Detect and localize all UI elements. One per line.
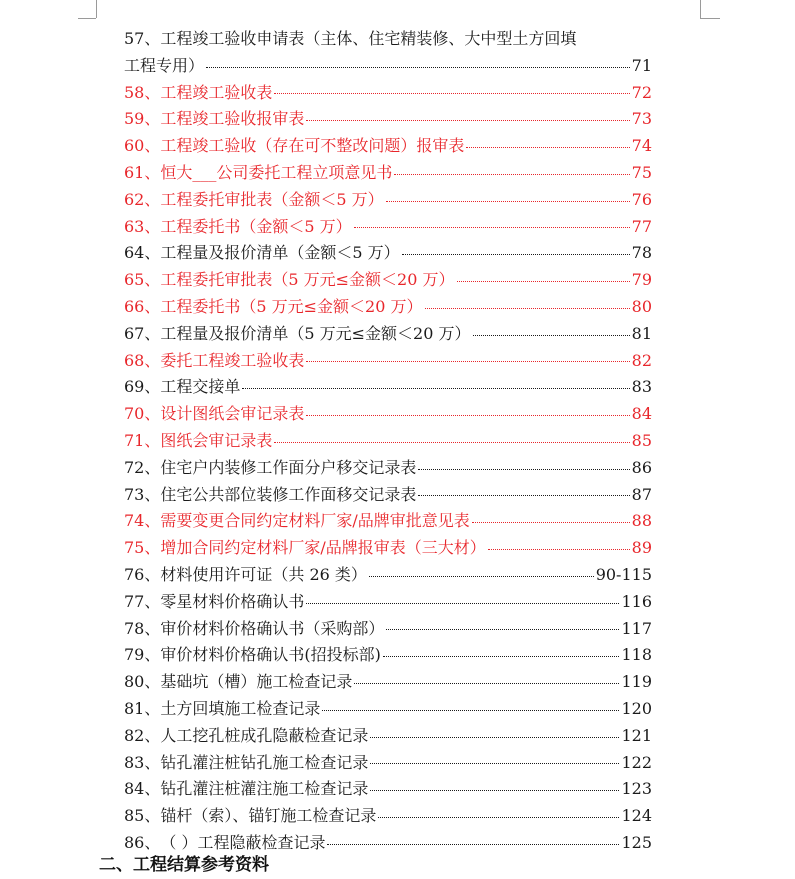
- toc-entry-page: 89: [631, 538, 652, 558]
- toc-entry-page: 117: [621, 618, 652, 638]
- toc-entry-title: 图纸会审记录表: [160, 430, 273, 450]
- toc-entry[interactable]: [124, 803, 652, 830]
- toc-leader-dots: [242, 388, 629, 389]
- toc-entry-title: 锚杆（索）、锚钉施工检查记录: [160, 806, 377, 826]
- toc-leader-dots: [383, 656, 620, 657]
- toc-entry-number: 71、: [124, 430, 161, 450]
- toc-entry[interactable]: [124, 401, 652, 428]
- toc-entry-page: 86: [631, 457, 652, 477]
- toc-leader-dots: [369, 576, 594, 577]
- toc-leader-dots: [457, 281, 630, 282]
- toc-entry-number: 57、: [124, 29, 161, 48]
- toc-entry[interactable]: [124, 374, 652, 401]
- toc-entry-number: 64、: [124, 243, 161, 263]
- toc-entry-title: 工程竣工验收申请表（主体、住宅精装修、大中型土方回填: [160, 29, 577, 48]
- toc-entry[interactable]: [124, 508, 652, 535]
- toc-entry[interactable]: [124, 106, 652, 133]
- crop-mark-top-left-horizontal: [78, 18, 96, 19]
- toc-entry-page: 90-115: [595, 564, 652, 584]
- toc-entry[interactable]: [124, 535, 652, 562]
- toc-entry-title: 审价材料价格确认书（采购部）: [160, 618, 385, 638]
- toc-entry-page: 80: [631, 296, 652, 316]
- toc-entry-page: 82: [631, 350, 652, 370]
- toc-entry-title: 设计图纸会审记录表: [160, 404, 305, 424]
- crop-mark-top-left-vertical: [96, 0, 97, 18]
- toc-entry-page: 122: [621, 752, 652, 772]
- toc-entry-number: 76、: [124, 564, 161, 584]
- toc-entry-title: 增加合同约定材料厂家/品牌报审表（三大材）: [160, 538, 486, 558]
- toc-entry-title: 工程委托审批表（5 万元≤金额＜20 万）: [160, 270, 455, 290]
- toc-entry-title: 审价材料价格确认书(招投标部): [160, 645, 381, 665]
- table-of-contents: [124, 26, 652, 857]
- toc-entry-number: 85、: [124, 806, 161, 826]
- toc-entry-page: 123: [621, 779, 652, 799]
- toc-entry-page: 83: [631, 377, 652, 397]
- toc-leader-dots: [386, 629, 619, 630]
- toc-entry-number: 58、: [124, 82, 161, 102]
- toc-leader-dots: [306, 120, 629, 121]
- toc-leader-dots: [274, 93, 629, 94]
- toc-entry-page: 75: [631, 162, 652, 182]
- toc-entry-number: 69、: [124, 377, 161, 397]
- toc-leader-dots: [370, 737, 619, 738]
- toc-entry-page: 88: [631, 511, 652, 531]
- toc-entry-page: 84: [631, 404, 652, 424]
- toc-entry-number: 66、: [124, 296, 161, 316]
- toc-leader-dots: [306, 415, 629, 416]
- toc-entry-number: 81、: [124, 698, 161, 718]
- toc-entry-title: 委托工程竣工验收表: [160, 350, 305, 370]
- toc-entry-number: 68、: [124, 350, 161, 370]
- toc-entry-page: 72: [631, 82, 652, 102]
- toc-entry-page: 124: [621, 806, 652, 826]
- toc-entry-title: 土方回填施工检查记录: [160, 698, 321, 718]
- toc-entry[interactable]: [124, 616, 652, 643]
- toc-entry-page: 77: [631, 216, 652, 236]
- toc-entry-number: 84、: [124, 779, 161, 799]
- toc-entry-title: 材料使用许可证（共 26 类）: [160, 564, 367, 584]
- toc-leader-dots: [378, 817, 619, 818]
- toc-entry-page: 73: [631, 109, 652, 129]
- toc-entry-title: 工程竣工验收表: [160, 82, 273, 102]
- toc-entry-page: 78: [631, 243, 652, 263]
- toc-entry[interactable]: [124, 214, 652, 241]
- toc-entry[interactable]: [124, 294, 652, 321]
- toc-leader-dots: [418, 469, 629, 470]
- toc-leader-dots: [473, 335, 630, 336]
- toc-entry-number: 78、: [124, 618, 161, 638]
- toc-entry-number: 83、: [124, 752, 161, 772]
- toc-entry[interactable]: [124, 321, 652, 348]
- toc-entry-number: 86、: [124, 832, 161, 852]
- toc-entry-title: 工程竣工验收（存在可不整改问题）报审表: [160, 136, 465, 156]
- toc-entry[interactable]: [124, 669, 652, 696]
- toc-entry-title: 钻孔灌注桩钻孔施工检查记录: [160, 752, 369, 772]
- toc-entry-number: 61、: [124, 162, 161, 182]
- toc-entry[interactable]: [124, 348, 652, 375]
- toc-leader-dots: [354, 227, 630, 228]
- toc-leader-dots: [472, 522, 630, 523]
- toc-entry-title: 工程量及报价清单（5 万元≤金额＜20 万）: [160, 323, 471, 343]
- toc-entry-title: 工程委托书（5 万元≤金额＜20 万）: [160, 296, 423, 316]
- toc-entry-title: 人工挖孔桩成孔隐蔽检查记录: [160, 725, 369, 745]
- toc-entry-title: 零星材料价格确认书: [160, 591, 305, 611]
- toc-entry-page: 74: [631, 136, 652, 156]
- toc-entry-title: 住宅公共部位装修工作面移交记录表: [160, 484, 417, 504]
- toc-entry-number: 75、: [124, 538, 161, 558]
- toc-entry[interactable]: [124, 482, 652, 509]
- toc-entry-title: 工程交接单: [160, 377, 241, 397]
- toc-entry-page: 87: [631, 484, 652, 504]
- toc-leader-dots: [418, 495, 629, 496]
- toc-entry-title: 恒大___公司委托工程立项意见书: [160, 162, 393, 182]
- toc-entry-number: 77、: [124, 591, 161, 611]
- toc-entry-page: 85: [631, 430, 652, 450]
- toc-entry[interactable]: [124, 187, 652, 214]
- toc-entry[interactable]: [124, 267, 652, 294]
- toc-entry-number: 70、: [124, 404, 161, 424]
- toc-entry[interactable]: [124, 696, 652, 723]
- toc-leader-dots: [370, 763, 619, 764]
- toc-entry[interactable]: [124, 428, 652, 455]
- toc-entry-number: 80、: [124, 672, 161, 692]
- toc-entry-number: 63、: [124, 216, 161, 236]
- toc-entry-page: 71: [631, 55, 652, 75]
- toc-entry-title: 工程量及报价清单（金额＜5 万）: [160, 243, 400, 263]
- toc-entry[interactable]: [124, 562, 652, 589]
- toc-entry[interactable]: [124, 160, 652, 187]
- toc-entry[interactable]: [124, 723, 652, 750]
- toc-leader-dots: [466, 147, 629, 148]
- toc-entry-page: 120: [621, 698, 652, 718]
- toc-leader-dots: [274, 442, 629, 443]
- toc-leader-dots: [354, 683, 619, 684]
- section-heading: 二、工程结算参考资料: [99, 855, 269, 875]
- toc-entry-number: 59、: [124, 109, 161, 129]
- toc-leader-dots: [370, 790, 619, 791]
- toc-entry-title: 基础坑（槽）施工检查记录: [160, 672, 353, 692]
- toc-entry-number: 72、: [124, 457, 161, 477]
- toc-entry-title: （ ）工程隐蔽检查记录: [160, 832, 326, 852]
- toc-entry-page: 119: [621, 672, 652, 692]
- toc-leader-dots: [322, 710, 619, 711]
- toc-entry-title: 工程委托书（金额＜5 万）: [160, 216, 352, 236]
- toc-entry[interactable]: [124, 776, 652, 803]
- toc-leader-dots: [386, 201, 630, 202]
- toc-entry[interactable]: [124, 589, 652, 616]
- toc-entry-title: 住宅户内装修工作面分户移交记录表: [160, 457, 417, 477]
- toc-entry-page: 76: [631, 189, 652, 209]
- toc-leader-dots: [402, 254, 630, 255]
- toc-entry-title: 工程委托审批表（金额＜5 万）: [160, 189, 384, 209]
- toc-entry-number: 82、: [124, 725, 161, 745]
- toc-leader-dots: [425, 308, 630, 309]
- crop-mark-top-right-horizontal: [700, 18, 720, 19]
- toc-entry-title: 工程专用）: [124, 55, 205, 75]
- toc-leader-dots: [394, 174, 629, 175]
- toc-leader-dots: [206, 67, 630, 68]
- toc-leader-dots: [306, 603, 619, 604]
- toc-entry[interactable]: [124, 80, 652, 107]
- toc-entry-number: 60、: [124, 136, 161, 156]
- toc-entry[interactable]: [124, 133, 652, 160]
- toc-entry-number: 73、: [124, 484, 161, 504]
- toc-entry[interactable]: [124, 240, 652, 267]
- toc-leader-dots: [488, 549, 630, 550]
- toc-entry-page: 116: [621, 591, 652, 611]
- toc-entry[interactable]: [124, 750, 652, 777]
- toc-entry-page: 81: [631, 323, 652, 343]
- toc-leader-dots: [306, 361, 629, 362]
- toc-entry[interactable]: [124, 642, 652, 669]
- crop-mark-top-right-vertical: [700, 0, 701, 18]
- toc-entry-continuation[interactable]: [124, 53, 652, 80]
- toc-entry[interactable]: [124, 26, 652, 53]
- toc-entry-title: 工程竣工验收报审表: [160, 109, 305, 129]
- toc-leader-dots: [327, 844, 619, 845]
- toc-entry-page: 79: [631, 270, 652, 290]
- toc-entry-number: 65、: [124, 270, 161, 290]
- toc-entry-page: 118: [621, 645, 652, 665]
- toc-entry-number: 67、: [124, 323, 161, 343]
- toc-entry[interactable]: [124, 455, 652, 482]
- toc-entry-page: 125: [621, 832, 652, 852]
- toc-entry-number: 74、: [124, 511, 161, 531]
- toc-entry-title: 钻孔灌注桩灌注施工检查记录: [160, 779, 369, 799]
- toc-entry-number: 79、: [124, 645, 161, 665]
- toc-entry-title: 需要变更合同约定材料厂家/品牌审批意见表: [160, 511, 470, 531]
- toc-entry-number: 62、: [124, 189, 161, 209]
- toc-entry-page: 121: [621, 725, 652, 745]
